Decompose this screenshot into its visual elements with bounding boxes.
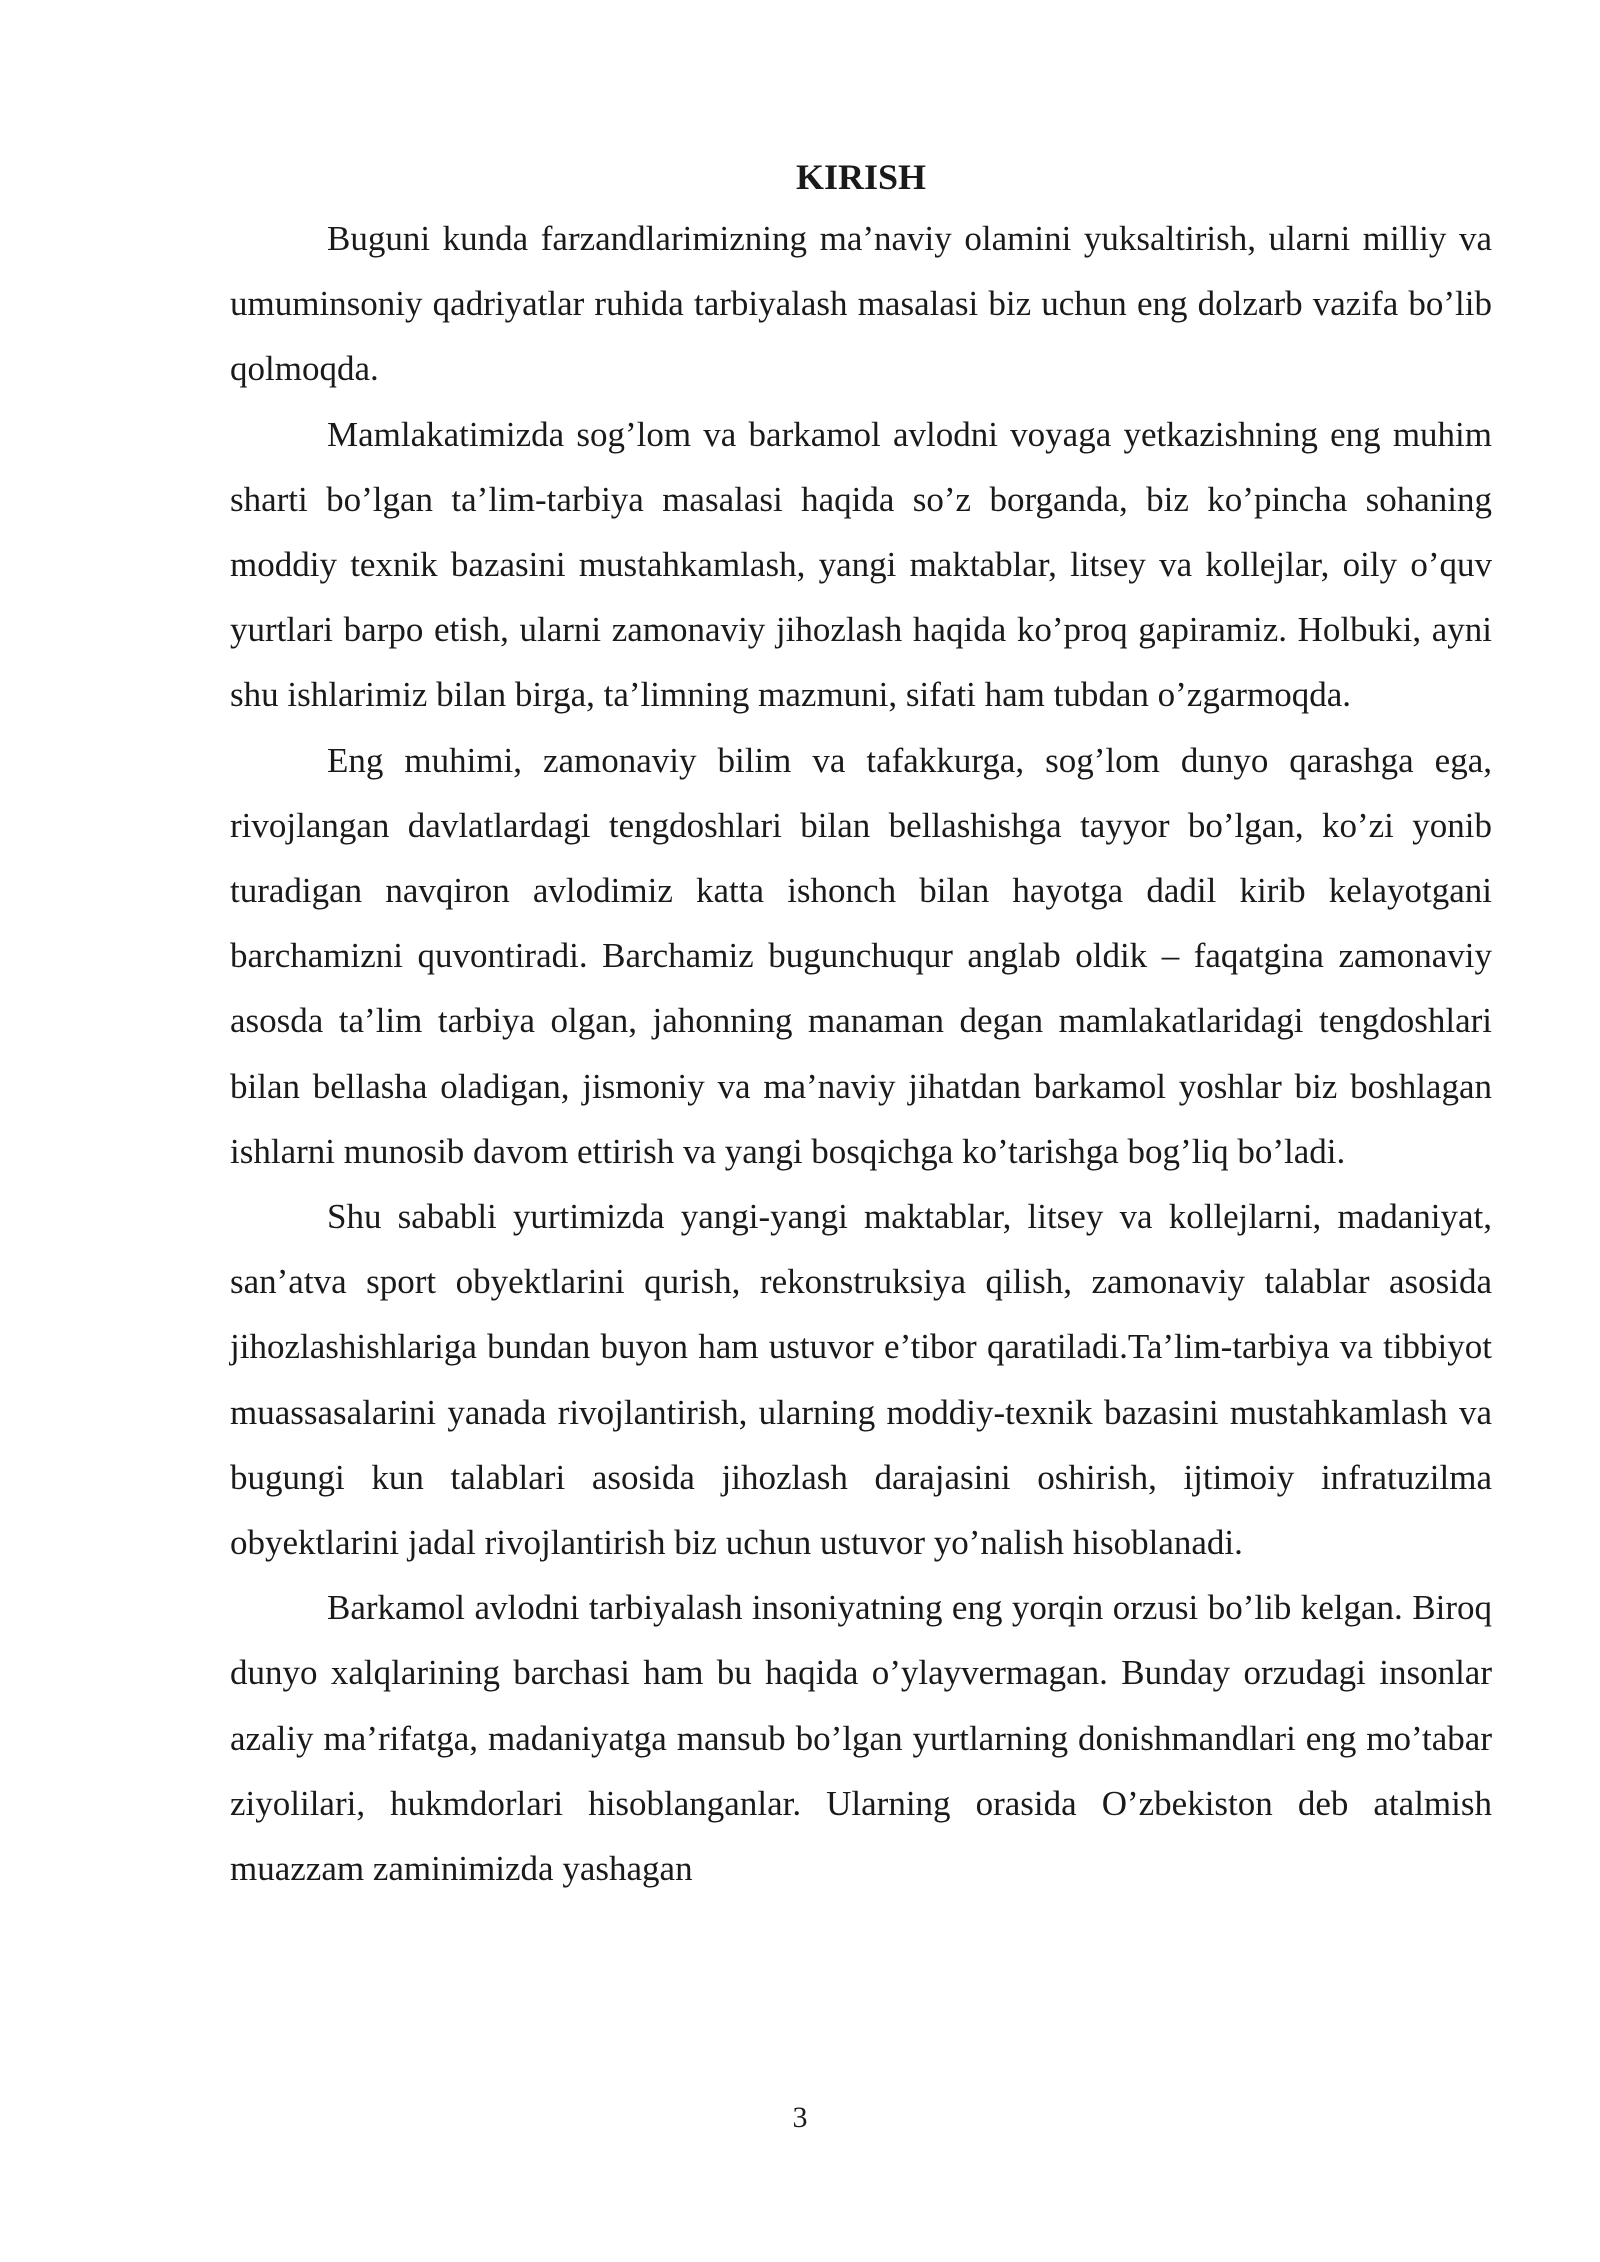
paragraph-4: Shu sababli yurtimizda yangi-yangi maktablar, litsey va kollejlarni, madaniyat, san’atva sport obyektlarini qurish, rekonstruksiya qilish, zamonaviy talablar asosida jihozlashishlariga bundan buyon ham ustuvor e’tibor qaratiladi.Ta’lim-tarbiya va tibbiyot muassasalarini yanada rivojlantirish, ularning moddiy-texnik bazasini mustahkamlash va bugungi kun talablari asosida jihozlash darajasini oshirish, ijtimoiy infratuzilma obyektlarini jadal rivojlantirish biz uchun ustuvor yo’nalish hisoblanadi. xyxy=(230,1197,1492,1563)
page-number: 3 xyxy=(792,2101,808,2134)
paragraph-5: Barkamol avlodni tarbiyalash insoniyatning eng yorqin orzusi bo’lib kelgan. Biroq dunyo xalqlarining barchasi ham bu haqida o’ylayvermagan. Bunday orzudagi insonlar azaliy ma’rifatga, madaniyatga mansub bo’lgan yurtlarning donishmandlari eng mo’tabar ziyolilari, hukmdorlari hisoblanganlar. Ularning orasida O’zbekiston deb atalmish muazzam zaminimizda yashagan xyxy=(230,1588,1492,1889)
paragraph-1: Buguni kunda farzandlarimizning ma’naviy olamini yuksaltirish, ularni milliy va umuminsoniy qadriyatlar ruhida tarbiyalash masalasi biz uchun eng dolzarb vazifa bo’lib qolmoqda. xyxy=(230,219,1492,389)
paragraph-2: Mamlakatimizda sog’lom va barkamol avlodni voyaga yetkazishning eng muhim sharti bo’lgan ta’lim-tarbiya masalasi haqida so’z borganda, biz ko’pincha sohaning moddiy texnik bazasini mustahkamlash, yangi maktablar, litsey va kollejlar, oily o’quv yurtlari barpo etish, ularni zamonaviy jihozlash haqida ko’proq gapiramiz. Holbuki, ayni shu ishlarimiz bilan birga, ta’limning mazmuni, sifati ham tubdan o’zgarmoqda. xyxy=(230,414,1492,715)
document-body xyxy=(230,148,1492,1901)
page-title: KIRISH xyxy=(795,157,927,197)
paragraph-3: Eng muhimi, zamonaviy bilim va tafakkurga, sog’lom dunyo qarashga ega, rivojlangan davlatlardagi tengdoshlari bilan bellashishga tayyor bo’lgan, ko’zi yonib turadigan navqiron avlodimiz katta ishonch bilan hayotga dadil kirib kelayotgani barchamizni quvontiradi. Barchamiz bugunchuqur anglab oldik – faqatgina zamonaviy asosda ta’lim tarbiya olgan, jahonning manaman degan mamlakatlaridagi tengdoshlari bilan bellasha oladigan, jismoniy va ma’naviy jihatdan barkamol yoshlar biz boshlagan ishlarni munosib davom ettirish va yangi bosqichga ko’tarishga bog’liq bo’ladi. xyxy=(230,740,1492,1171)
